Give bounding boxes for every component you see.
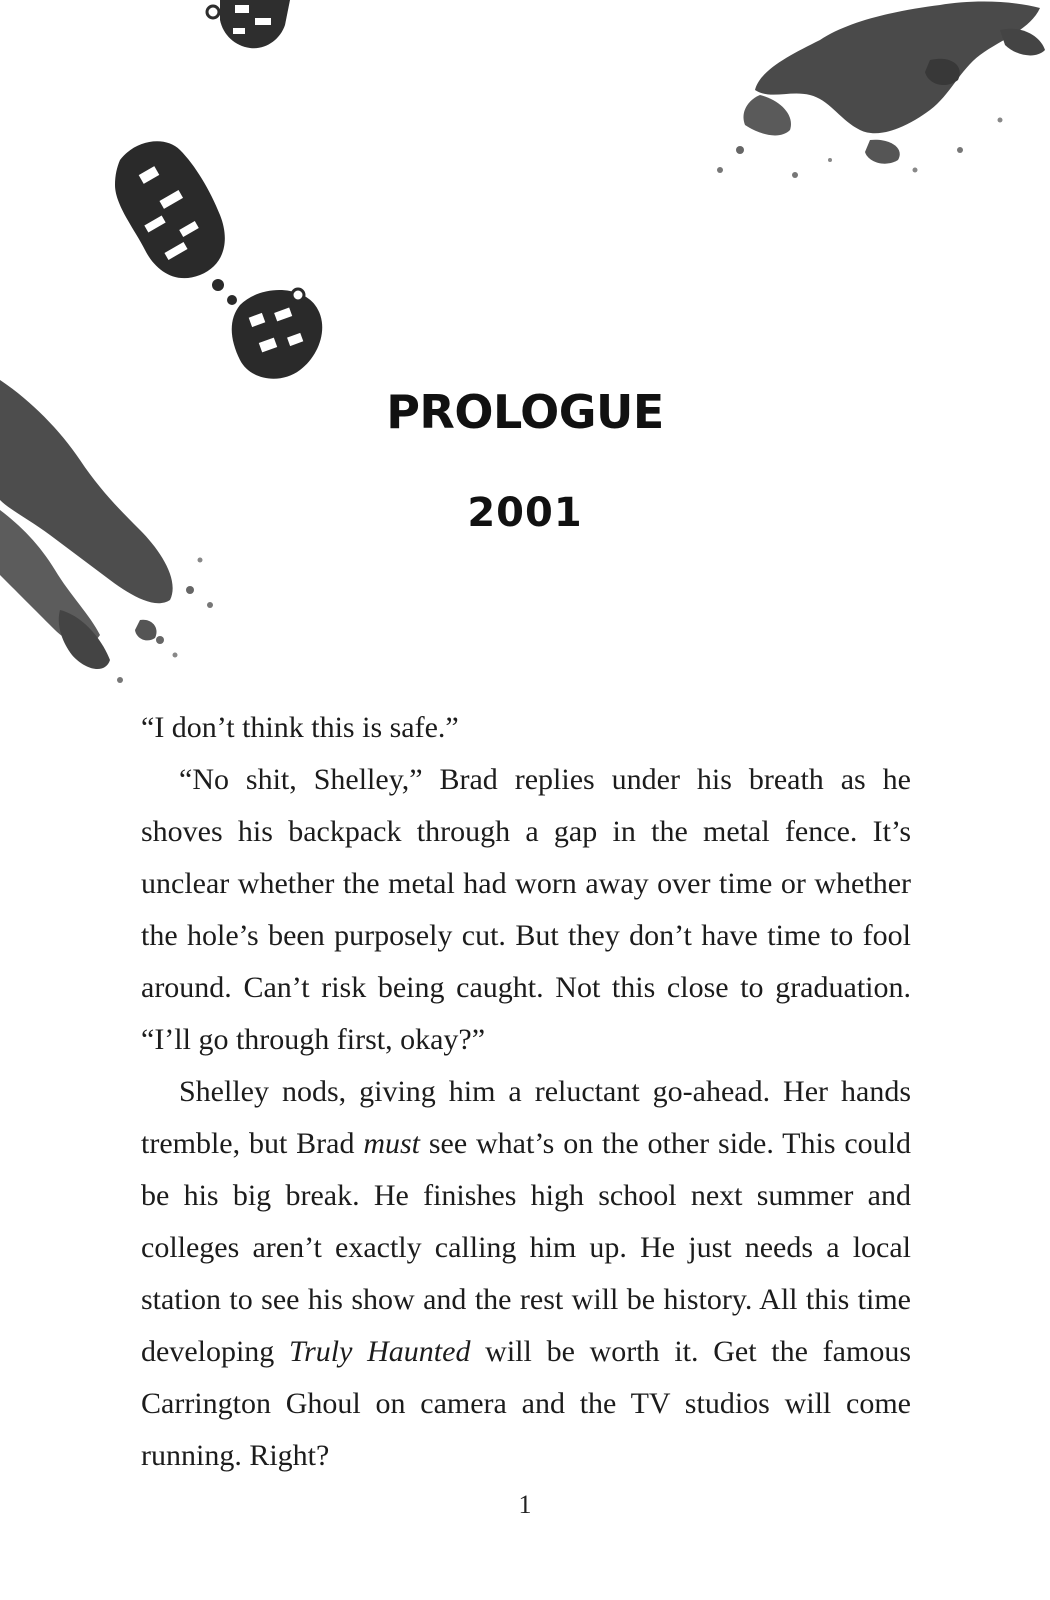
chapter-title: PROLOGUE [386,385,664,439]
text-segment: will be worth it. Get the famous Carrington Ghoul on camera and the TV studios will come running. Right? [141,1335,911,1472]
text-segment: “I don’t think this is safe.” [141,711,459,744]
text-segment: “No shit, Shelley,” Brad replies under his breath as he shoves his backpack through a gap in the metal fence. It’s unclear whether the metal had worn away over time or whether the hole’s been purposely cut. But they don’t have time to fool around. Can’t risk being caught. Not this close to graduation. “I’ll go through first, okay?” [141,763,911,1056]
paragraph [141,1066,911,1482]
paragraph [141,754,911,1066]
text-segment: Shelley nods, giving him a reluctant go-ahead. Her hands tremble, but Brad [141,1075,911,1160]
page-number: 1 [518,1490,532,1519]
ink-splatter-top-right-icon [700,0,1050,240]
italic-text: Truly Haunted [289,1335,471,1368]
footprint-icon [100,135,340,385]
italic-text: must [363,1127,421,1160]
body-text [141,702,911,1482]
footprint-top-icon [195,0,305,70]
chapter-year: 2001 [467,490,583,536]
paragraph [141,702,911,754]
text-segment: see what’s on the other side. This could be his big break. He finishes high school next summer and colleges aren’t exactly calling him up. He just needs a local station to see his show and the rest will be history. All this time developing [141,1127,911,1368]
